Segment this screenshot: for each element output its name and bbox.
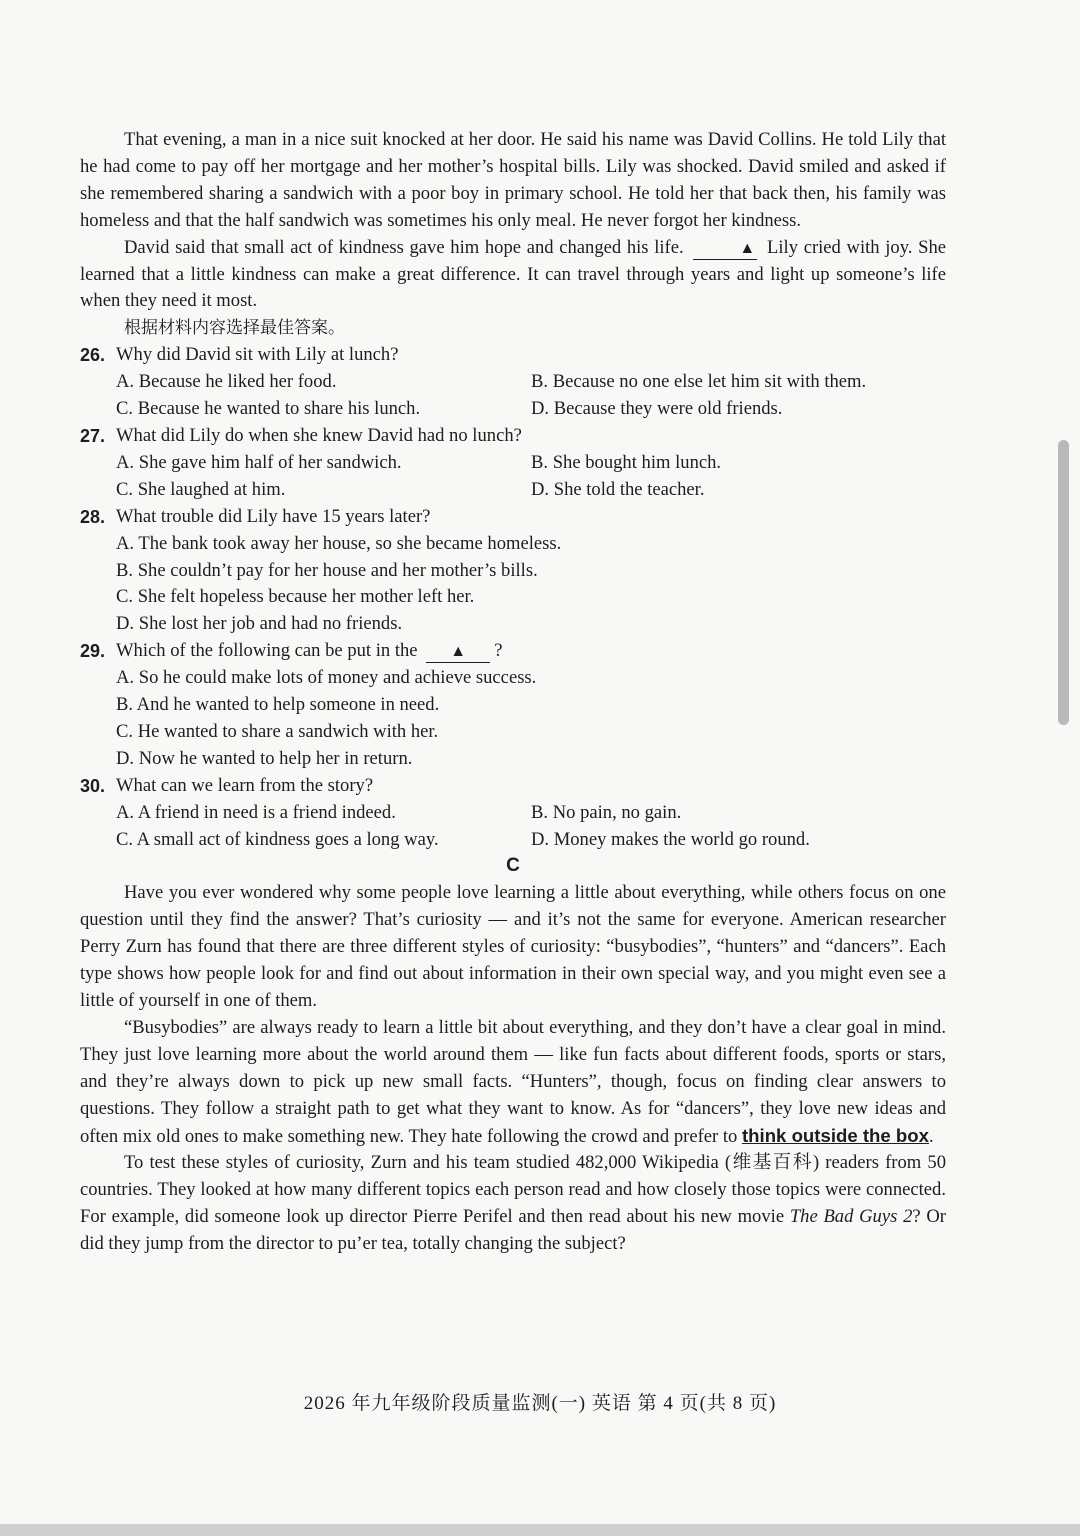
option-d: D. She told the teacher. — [531, 478, 705, 500]
question-26 — [80, 342, 946, 423]
paragraph-2-end: Lily cried with joy. She learned that a little kindness can make a great difference. It can travel through years and light up someone’s life when they need it most. — [80, 236, 947, 312]
option-b: B. Because no one else let him sit with them. — [531, 371, 867, 393]
question-text: What can we learn from the story? — [116, 774, 374, 796]
option-b: B. She bought him lunch. — [531, 451, 722, 473]
question-text: Why did David sit with Lily at lunch? — [116, 344, 399, 366]
option-d: D. Because they were old friends. — [531, 398, 783, 420]
question-30 — [80, 773, 946, 854]
question-29 — [80, 638, 946, 773]
passage-b-paragraph-1: That evening, a man in a nice suit knocked at her door. He said his name was David Collins. He told Lily that he had come to pay off her mortgage and her mother’s hospital bills. Lily was shocked. David smiled and asked if she remembered sharing a sandwich with a poor boy in primary school. He told her that back then, his family was homeless and that the half sandwich was sometimes his only meal. He never forgot her kindness. — [80, 129, 946, 231]
option-b: B. And he wanted to help someone in need. — [116, 694, 440, 716]
question-text: What did Lily do when she knew David had no lunch? — [116, 424, 522, 446]
question-27 — [80, 423, 946, 504]
scrollbar-thumb[interactable] — [1058, 440, 1069, 725]
page-content — [80, 127, 946, 1258]
question-number: 29. — [80, 641, 106, 662]
bottom-bar — [0, 1524, 1080, 1536]
paragraph-3-end: ? Or did they jump from the director to pu’er tea, totally changing the subject? — [80, 1206, 946, 1255]
answer-blank-reference: ▲ — [426, 642, 490, 663]
section-c-heading: C — [506, 855, 520, 877]
question-text-start: Which of the following can be put in the — [116, 640, 418, 662]
option-a: A. So he could make lots of money and achieve success. — [116, 667, 537, 689]
instruction: 根据材料内容选择最佳答案。 — [124, 318, 345, 339]
passage-c-paragraph-2 — [80, 1015, 946, 1151]
passage-c-paragraph-3 — [80, 1150, 946, 1258]
option-b: B. She couldn’t pay for her house and her mother’s bills. — [116, 559, 538, 581]
passage-b-paragraph-2 — [80, 235, 946, 316]
option-d: D. Money makes the world go round. — [531, 828, 810, 850]
question-28 — [80, 504, 946, 639]
page-footer: 2026 年九年级阶段质量监测(一) 英语 第 4 页(共 8 页) — [303, 1393, 777, 1414]
option-a: A. The bank took away her house, so she became homeless. — [116, 532, 562, 554]
movie-title: The Bad Guys 2 — [789, 1206, 913, 1228]
question-text — [116, 638, 502, 665]
paragraph-2-end: . — [928, 1125, 934, 1147]
option-c: C. She laughed at him. — [116, 478, 286, 500]
option-d: D. She lost her job and had no friends. — [116, 613, 403, 635]
option-c: C. He wanted to share a sandwich with her. — [116, 720, 439, 742]
question-text-end: ? — [494, 640, 503, 662]
question-number: 30. — [80, 775, 106, 796]
option-d: D. Now he wanted to help her in return. — [116, 747, 413, 769]
question-text: What trouble did Lily have 15 years later? — [116, 505, 431, 527]
paragraph-2-text: “Busybodies” are always ready to learn a little bit about everything, and they don’t have a clear goal in mind. They just love learning more about the world around them — like fun facts about different foods, sports or stars, and they’re always down to pick up new small facts. “Hunters”, though, focus on finding clear answers to questions. They follow a straight path to get what they want to know. As for “dancers”, they love new ideas and often mix old ones to make something new. They hate following the crowd and prefer to — [80, 1016, 946, 1147]
question-number: 26. — [80, 345, 106, 366]
question-number: 27. — [80, 425, 106, 446]
option-b: B. No pain, no gain. — [531, 801, 682, 823]
paragraph-3-text: To test these styles of curiosity, Zurn and his team studied 482,000 Wikipedia (维基百科) readers from 50 countries. They looked at how many different topics each person read and how closely those topics were connected. For example, did someone look up director Pierre Perifel and then read about his new movie — [80, 1152, 946, 1228]
answer-blank: ▲ — [693, 239, 757, 260]
highlighted-phrase: think outside the box — [741, 1124, 929, 1146]
option-a: A. A friend in need is a friend indeed. — [116, 801, 396, 823]
passage-c-paragraph-1: Have you ever wondered why some people love learning a little about everything, while others focus on one question until they find the answer? That’s curiosity — and it’s not the same for everyone. American researcher Perry Zurn has found that there are three different styles of curiosity: “busybodies”, “hunters” and “dancers”. Each type shows how people look for and find out about information in their own special way, and you might even see a little of yourself in one of them. — [80, 882, 946, 1011]
option-a: A. She gave him half of her sandwich. — [116, 451, 402, 473]
option-c: C. She felt hopeless because her mother left her. — [116, 586, 475, 608]
paragraph-2-start: David said that small act of kindness gave him hope and changed his life. — [124, 236, 684, 258]
option-c: C. A small act of kindness goes a long way. — [116, 828, 439, 850]
option-c: C. Because he wanted to share his lunch. — [116, 398, 421, 420]
option-a: A. Because he liked her food. — [116, 371, 337, 393]
question-number: 28. — [80, 506, 106, 527]
